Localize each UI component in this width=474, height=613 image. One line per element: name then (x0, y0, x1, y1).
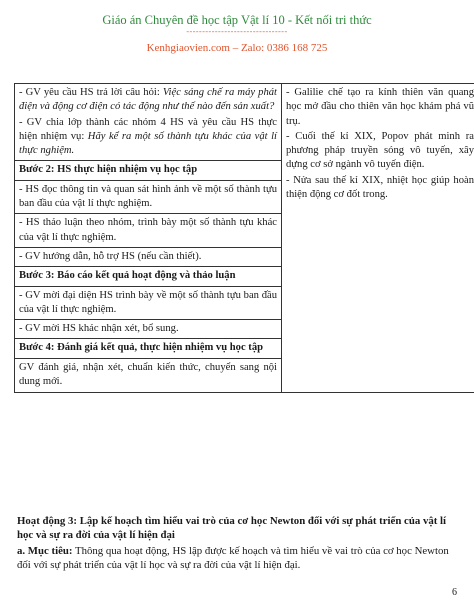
row-divider (15, 180, 281, 181)
activity-3-goal: a. Mục tiêu: Thông qua hoạt động, HS lập được kế hoạch và tìm hiểu về vai trò của cơ học Newton đối với sự phát triển của vật lí học và sự ra đời của vật lí hiện đại. (17, 544, 449, 571)
outcome-popov: - Cuối thế kỉ XIX, Popov phát minh ra phương pháp truyền sóng vô tuyến, xây dựng cơ sở ngành vô tuyến điện. (286, 130, 474, 171)
step-3-heading: Bước 3: Báo cáo kết quả hoạt động và thảo luận (19, 270, 236, 282)
step-2-item-2: - HS thảo luận theo nhóm, trình bày một số thành tựu khác của vật lí thực nghiệm. (19, 217, 277, 243)
activity-3-section (17, 514, 457, 573)
row-divider (15, 319, 281, 320)
lesson-table (14, 83, 474, 393)
header-divider: -------------------------------- (186, 27, 288, 36)
step-2-item-3: - GV hướng dẫn, hỗ trợ HS (nếu cần thiết). (19, 250, 202, 262)
page-number: 6 (452, 587, 457, 598)
row-divider (15, 160, 281, 161)
step-2-item-1: - HS đọc thông tin và quan sát hình ảnh về một số thành tựu ban đầu của vật lí thực nghiệm. (19, 183, 277, 210)
step-4-item-1: GV đánh giá, nhận xét, chuẩn kiến thức, chuyển sang nội dung mới. (19, 361, 277, 388)
step-3-item-2: - GV mời HS khác nhận xét, bổ sung. (19, 323, 179, 335)
row-divider (15, 247, 281, 248)
group-task: - GV chia lớp thành các nhóm 4 HS và yêu cầu HS thực hiện nhiệm vụ: Hãy kể ra một số thành tựu khác của vật lí thực nghiệm. (19, 116, 277, 157)
step-2-heading: Bước 2: HS thực hiện nhiệm vụ học tập (19, 164, 198, 176)
outcome-thermodynamics: - Nửa sau thế kỉ XIX, nhiệt học giúp hoàn thiện động cơ đốt trong. (286, 174, 474, 201)
teacher-question: - GV yêu cầu HS trả lời câu hỏi: Việc sáng chế ra máy phát điện và động cơ điện có tác động như thế nào đến sản xuất? (19, 87, 277, 113)
step-3-item-1: - GV mời đại diện HS trình bày về một số thành tựu ban đầu của vật lí thực nghiệm. (19, 289, 277, 315)
teacher-student-activities-cell (15, 84, 282, 393)
step-4-heading: Bước 4: Đánh giá kết quả, thực hiện nhiệm vụ học tập (19, 342, 264, 354)
header-contact: Kenhgiaovien.com – Zalo: 0386 168 725 (146, 42, 328, 54)
row-divider (15, 266, 281, 267)
expected-outcomes-cell (282, 84, 474, 393)
activity-3-heading: Hoạt động 3: Lập kế hoạch tìm hiểu vai trò của cơ học Newton đối với sự phát triển của vật lí học và sự ra đời của vật lí hiện đại (17, 515, 447, 542)
outcome-galileo: - Galilie chế tạo ra kính thiên văn quang học mở đầu cho thiên văn học khám phá vũ trụ. (286, 87, 474, 127)
header-title: Giáo án Chuyên đề học tập Vật lí 10 - Kết nối tri thức (102, 13, 372, 27)
row-divider (15, 338, 281, 339)
row-divider (15, 213, 281, 214)
row-divider (15, 286, 281, 287)
row-divider (15, 358, 281, 359)
page-header (0, 12, 474, 56)
